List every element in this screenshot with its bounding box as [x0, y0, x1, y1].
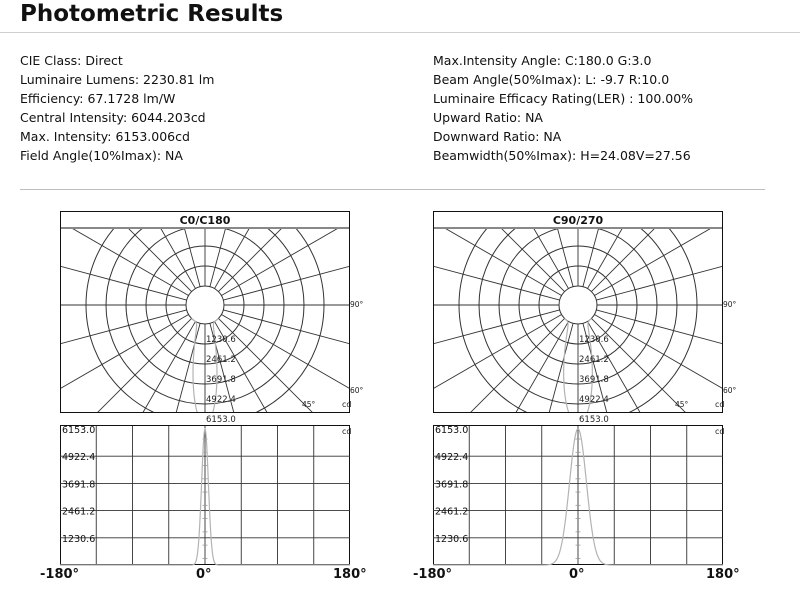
- page-title: Photometric Results: [20, 1, 284, 27]
- polar-chart-c0-c180: [60, 211, 364, 425]
- cie-class: CIE Class: Direct: [20, 53, 123, 68]
- radial-tick-label: 2461.2: [579, 355, 609, 365]
- luminaire-lumens: Luminaire Lumens: 2230.81 lm: [20, 72, 215, 87]
- center-circle: [559, 286, 597, 324]
- info-column-left: [20, 51, 214, 165]
- cartesian-chart-right: [433, 425, 723, 565]
- angle-label-60: 60°: [350, 386, 364, 395]
- luminaire-efficacy-rating: Luminaire Efficacy Rating(LER) : 100.00%: [433, 91, 694, 106]
- max-intensity-angle: Max.Intensity Angle: C:180.0 G:3.0: [433, 53, 652, 68]
- radial-tick-label: 6153.0: [206, 415, 236, 425]
- x-tick-label-max-right: 180°: [706, 567, 740, 582]
- central-intensity: Central Intensity: 6044.203cd: [20, 110, 206, 125]
- info-column-right: [433, 51, 693, 165]
- max-intensity: Max. Intensity: 6153.006cd: [20, 129, 190, 144]
- upward-ratio: Upward Ratio: NA: [433, 110, 543, 125]
- radial-tick-label: 6153.0: [579, 415, 609, 425]
- y-tick-label: 4922.4: [435, 452, 469, 464]
- unit-label: cd: [342, 400, 352, 409]
- x-tick-label-zero-left: 0°: [196, 567, 212, 582]
- y-tick-label: 2461.2: [62, 506, 96, 518]
- x-tick-label-zero-right: 0°: [569, 567, 585, 582]
- y-tick-label: 3691.8: [62, 479, 96, 491]
- y-tick-label: 3691.8: [435, 479, 469, 491]
- cartesian-chart-left: [60, 425, 350, 565]
- chart-title: C90/270: [552, 214, 604, 227]
- unit-label: cd: [342, 427, 352, 436]
- chart-title: C0/C180: [179, 214, 231, 227]
- beam-angle: Beam Angle(50%Imax): L: -9.7 R:10.0: [433, 72, 670, 87]
- efficiency: Efficiency: 67.1728 lm/W: [20, 91, 176, 106]
- angle-label-45: 45°: [675, 400, 689, 409]
- x-tick-label-min-left: -180°: [40, 567, 80, 582]
- radial-tick-label: 1230.6: [206, 335, 236, 345]
- radial-line: [596, 201, 800, 300]
- radial-tick-label: 3691.8: [579, 375, 609, 385]
- beamwidth: Beamwidth(50%Imax): H=24.08V=27.56: [433, 148, 691, 163]
- unit-label: cd: [715, 427, 725, 436]
- radial-tick-label: 4922.4: [206, 395, 236, 405]
- angle-label-45: 45°: [302, 400, 316, 409]
- field-angle: Field Angle(10%Imax): NA: [20, 148, 183, 163]
- radial-tick-label: 3691.8: [206, 375, 236, 385]
- y-tick-label: 1230.6: [62, 533, 96, 545]
- radial-line: [215, 0, 406, 289]
- radial-tick-label: 1230.6: [579, 335, 609, 345]
- y-tick-label: 6153.0: [62, 425, 96, 436]
- y-tick-label: 4922.4: [62, 452, 96, 464]
- downward-ratio: Downward Ratio: NA: [433, 129, 562, 144]
- radial-line: [596, 310, 800, 409]
- radial-line: [0, 310, 187, 409]
- y-tick-label: 2461.2: [435, 506, 469, 518]
- angle-label-90: 90°: [723, 300, 737, 309]
- top-divider: [0, 32, 800, 33]
- y-tick-label: 6153.0: [435, 425, 469, 436]
- angle-label-90: 90°: [350, 300, 364, 309]
- x-tick-label-max-left: 180°: [333, 567, 367, 582]
- angle-label-60: 60°: [723, 386, 737, 395]
- x-tick-label-min-right: -180°: [413, 567, 453, 582]
- unit-label: cd: [715, 400, 725, 409]
- radial-tick-label: 2461.2: [206, 355, 236, 365]
- y-tick-label: 1230.6: [435, 533, 469, 545]
- radial-tick-label: 4922.4: [579, 395, 609, 405]
- radial-line: [0, 201, 187, 300]
- radial-line: [210, 0, 309, 287]
- section-divider: [20, 189, 765, 190]
- polar-chart-c90-c270: [433, 211, 737, 425]
